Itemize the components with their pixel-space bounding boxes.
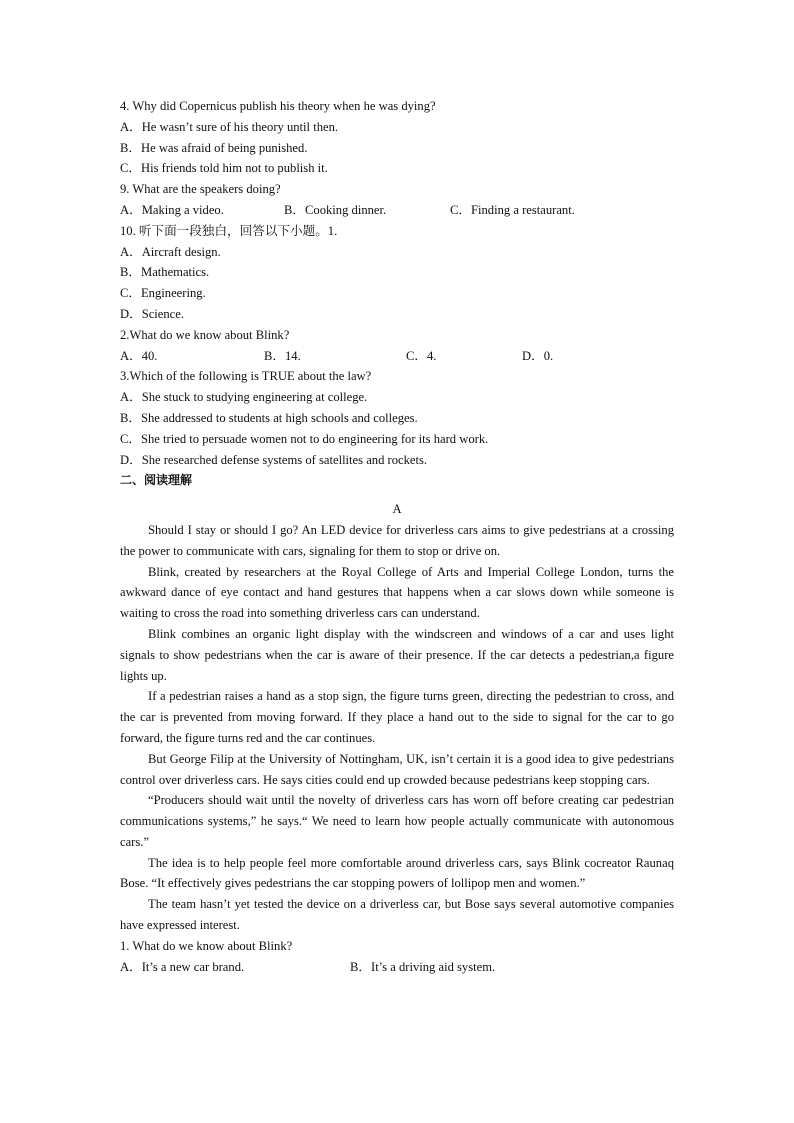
option-a: A．Making a video. <box>120 202 224 217</box>
question-10-intro: 10. 听下面一段独白，回答以下小题。1. <box>120 223 338 238</box>
option-b: B．14. <box>264 348 301 363</box>
option-c: C．Finding a restaurant. <box>450 202 575 217</box>
option-b: B．It’s a driving aid system. <box>350 959 496 974</box>
option-a: A．She stuck to studying engineering at college. <box>120 390 368 405</box>
reading-question-1: 1. What do we know about Blink? <box>120 938 293 953</box>
question-4: 4. Why did Copernicus publish his theory when he was dying? <box>120 99 436 113</box>
option-a: A．It’s a new car brand. <box>120 959 245 974</box>
question-9: 9. What are the speakers doing? <box>120 182 281 197</box>
option-c: C．Engineering. <box>120 286 206 301</box>
question-10-2-options <box>120 346 674 367</box>
option-d: D．She researched defense systems of satellites and rockets. <box>120 452 428 467</box>
section-title: 二、阅读理解 <box>120 473 193 488</box>
question-9-options <box>120 200 674 221</box>
passage-label: A <box>392 502 402 517</box>
passage-paragraph: Should I stay or should I go? An LED device for driverless cars aims to give pedestrians at a crossing the power to communicate with cars, signaling for them to stop or drive on. <box>120 522 674 558</box>
passage-paragraph: But George Filip at the University of Nottingham, UK, isn’t certain it is a good idea to give pedestrians control over driverless cars. He says cities could end up crowded because pedestrians keep stopping cars. <box>120 751 674 787</box>
passage-paragraph: If a pedestrian raises a hand as a stop sign, the figure turns green, directing the pedestrian to cross, and the car is prevented from moving forward. If they place a hand out to the side to signal for the car to go forward, the figure turns red and the car continues. <box>120 689 674 745</box>
option-b: B．Cooking dinner. <box>284 202 387 217</box>
option-c: C．His friends told him not to publish it. <box>120 161 328 176</box>
option-c: C．She tried to persuade women not to do engineering for its hard work. <box>120 431 489 446</box>
document-page <box>120 96 674 977</box>
passage-paragraph: Blink combines an organic light display with the windscreen and windows of a car and uses light signals to show pedestrians when the car is aware of their presence. If the car detects a pedestrian,a figure lights up. <box>120 626 674 683</box>
reading-question-1-options <box>120 957 674 978</box>
option-d: D．Science. <box>120 306 184 321</box>
option-b: B．She addressed to students at high schools and colleges. <box>120 410 418 425</box>
option-d: D．0. <box>522 348 554 363</box>
option-b: B．He was afraid of being punished. <box>120 140 308 155</box>
question-10-3: 3.Which of the following is TRUE about the law? <box>120 369 372 384</box>
passage-paragraph: “Producers should wait until the novelty of driverless cars has worn off before creating car pedestrian communications systems,” he says.“ We need to learn how people actually communicate with autonomous cars.” <box>120 793 674 849</box>
passage-paragraph: Blink, created by researchers at the Royal College of Arts and Imperial College London, turns the awkward dance of eye contact and hand gestures that happens when a car slows down while someone is waiting to cross the road into something driverless cars can understand. <box>120 564 674 621</box>
passage-paragraph: The idea is to help people feel more comfortable around driverless cars, says Blink cocreator Raunaq Bose. “It effectively gives pedestrians the car stopping powers of lollipop men and women.” <box>120 855 674 891</box>
passage-paragraph: The team hasn’t yet tested the device on a driverless car, but Bose says several automotive companies have expressed interest. <box>120 897 674 933</box>
option-c: C．4. <box>406 348 437 363</box>
question-10-2: 2.What do we know about Blink? <box>120 327 290 342</box>
option-a: A．Aircraft design. <box>120 244 221 259</box>
option-a: A．He wasn’t sure of his theory until then. <box>120 119 339 134</box>
option-b: B．Mathematics. <box>120 265 210 280</box>
option-a: A．40. <box>120 348 158 363</box>
